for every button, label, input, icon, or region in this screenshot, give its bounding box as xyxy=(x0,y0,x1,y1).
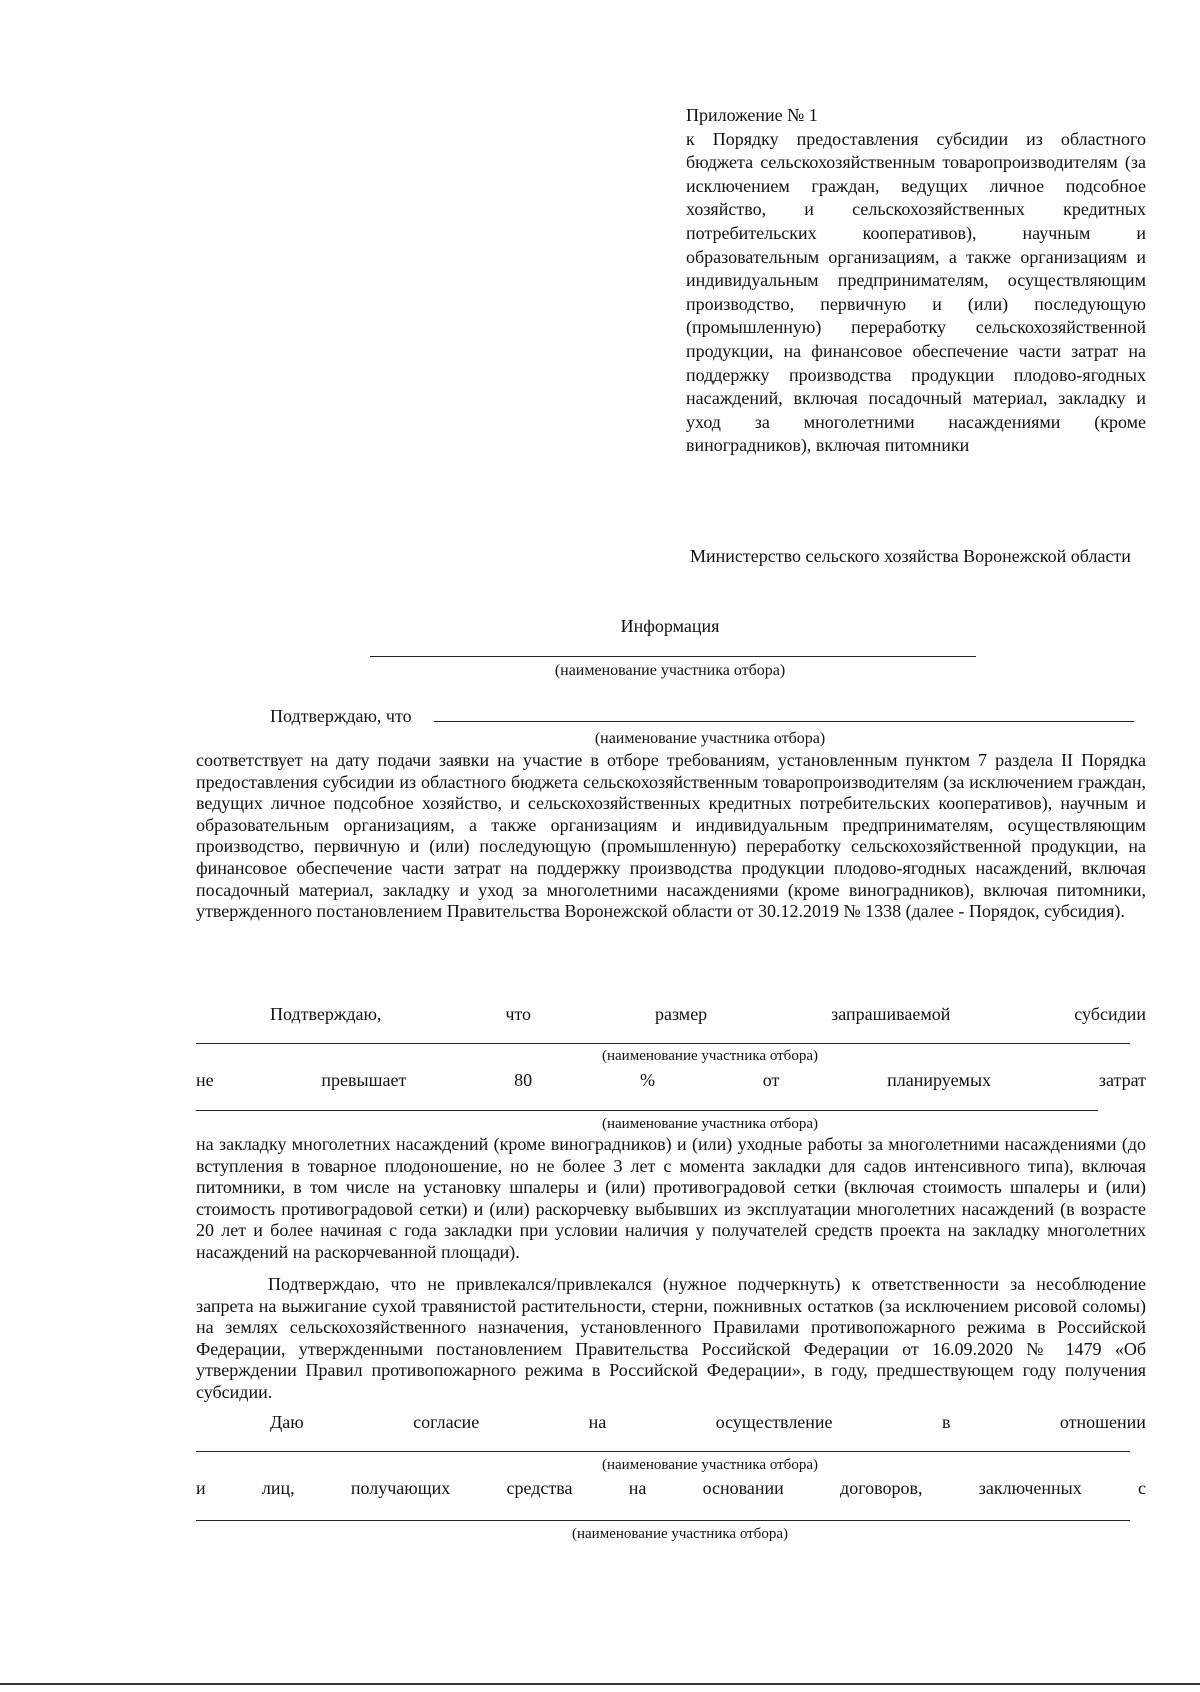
caption-6: (наименование участника отбора) xyxy=(572,1526,788,1542)
participant-name-line-2 xyxy=(434,721,1134,722)
word: размер xyxy=(654,1004,708,1024)
word: запрашиваемой xyxy=(831,1004,951,1024)
appendix-text: к Порядку предоставления субсидии из областного бюджета сельскохозяйственным товаропроизводителям (за исключением граждан, ведущих личное подсобное хозяйство, и сельскохозяйственных кредитных потребительских кооперативов), научным и образовательным организациям, а также организациям и индивидуальным предпринимателям, осуществляющим производство, первичную и (или) последующую (промышленную) переработку сельскохозяйственной продукции, на финансовое обеспечение части затрат на поддержку производства продукции плодово-ягодных насаждений, включая посадочный материал, закладку и уход за многолетними насаждениями (кроме виноградников), включая питомники xyxy=(686,128,1146,456)
word: с xyxy=(1137,1478,1146,1498)
consent-line1 xyxy=(196,1411,1146,1433)
confirm1-body: соответствует на дату подачи заявки на участие в отборе требованиям, установленным пунктом 7 раздела II Порядка предоставления субсидии из областного бюджета сельскохозяйственным товаропроизводителям (за исключением граждан, ведущих личное подсобное хозяйство, и сельскохозяйственных кредитных потребительских кооперативов), научным и образовательным организациям, а также организациям и индивидуальным предпринимателям, осуществляющим производство, первичную и (или) последующую (промышленную) переработку сельскохозяйственной продукции, на финансовое обеспечение части затрат на поддержку производства продукции плодово-ягодных насаждений, включая посадочный материал, закладку и уход за многолетними насаждениями (кроме виноградников), включая питомники, утвержденного постановлением Правительства Воронежской области от 30.12.2019 № 1338 (далее - Порядок, субсидия). xyxy=(196,750,1146,922)
document-heading: Информация xyxy=(620,616,720,636)
word: затрат xyxy=(1098,1070,1146,1090)
participant-name-line-5 xyxy=(196,1451,1130,1452)
word: что xyxy=(505,1004,532,1024)
addressee: Министерство сельского хозяйства Воронежской области xyxy=(690,546,1131,566)
appendix-title: Приложение № 1 xyxy=(686,105,818,125)
caption-2: (наименование участника отбора) xyxy=(594,730,826,747)
caption-4: (наименование участника отбора) xyxy=(602,1116,818,1132)
word: превышает xyxy=(321,1070,407,1090)
participant-name-line-1 xyxy=(370,656,976,657)
word: субсидии xyxy=(1074,1004,1146,1024)
word: % xyxy=(639,1070,655,1090)
word: средства xyxy=(506,1478,573,1498)
word: в xyxy=(941,1412,951,1432)
appendix-block xyxy=(686,104,1146,458)
caption-3: (наименование участника отбора) xyxy=(602,1048,818,1064)
word: заключенных xyxy=(978,1478,1082,1498)
confirm3-body: Подтверждаю, что не привлекался/привлекался (нужное подчеркнуть) к ответственности за несоблюдение запрета на выжигание сухой травянистой растительности, стерни, пожнивных остатков (за исключением рисовой соломы) на землях сельскохозяйственного назначения, установленного Правилами противопожарного режима в Российской Федерации, утвержденными постановлением Правительства Российской Федерации от 16.09.2020 № 1479 «Об утверждении Правил противопожарного режима в Российской Федерации», в году, предшествующем году получения субсидии. xyxy=(196,1274,1146,1402)
word: лиц, xyxy=(261,1478,295,1498)
participant-name-line-6 xyxy=(196,1520,1130,1521)
word: договоров, xyxy=(840,1478,923,1498)
confirm2-line1 xyxy=(196,1003,1146,1025)
confirm2-body: на закладку многолетних насаждений (кроме виноградников) и (или) уходные работы за многолетними насаждениями (до вступления в товарное плодоношение, но не более 3 лет с момента закладки для садов интенсивного типа), включая питомники, в том числе на установку шпалеры и (или) противоградовой сетки (включая стоимость шпалеры и (или) стоимость противоградовой сетки) и (или) раскорчевку выбывших из эксплуатации многолетних насаждений (в возрасте 20 лет и более начиная с года закладки при условии наличия у получателей средств проекта на закладку многолетних насаждений на раскорчеванной площади). xyxy=(196,1134,1146,1262)
word: согласие xyxy=(413,1412,480,1432)
confirm2-line2 xyxy=(196,1069,1146,1091)
caption-5: (наименование участника отбора) xyxy=(602,1457,818,1473)
word: осуществление xyxy=(715,1412,833,1432)
word: не xyxy=(196,1070,214,1090)
page-bottom-rule xyxy=(0,1683,1200,1685)
consent-line2 xyxy=(196,1477,1146,1499)
confirm1-lead: Подтверждаю, что xyxy=(270,706,412,726)
word: от xyxy=(762,1070,780,1090)
word: получающих xyxy=(350,1478,451,1498)
participant-name-line-4 xyxy=(196,1110,1098,1111)
word: на xyxy=(588,1412,607,1432)
participant-name-line-3 xyxy=(196,1043,1130,1044)
word: и xyxy=(196,1478,206,1498)
word: на xyxy=(628,1478,647,1498)
word: Даю xyxy=(270,1412,304,1432)
word: планируемых xyxy=(887,1070,992,1090)
word: основании xyxy=(702,1478,784,1498)
caption-1: (наименование участника отбора) xyxy=(554,662,786,679)
word: 80 xyxy=(514,1070,533,1090)
word: Подтверждаю, xyxy=(270,1004,382,1024)
word: отношении xyxy=(1059,1412,1146,1432)
